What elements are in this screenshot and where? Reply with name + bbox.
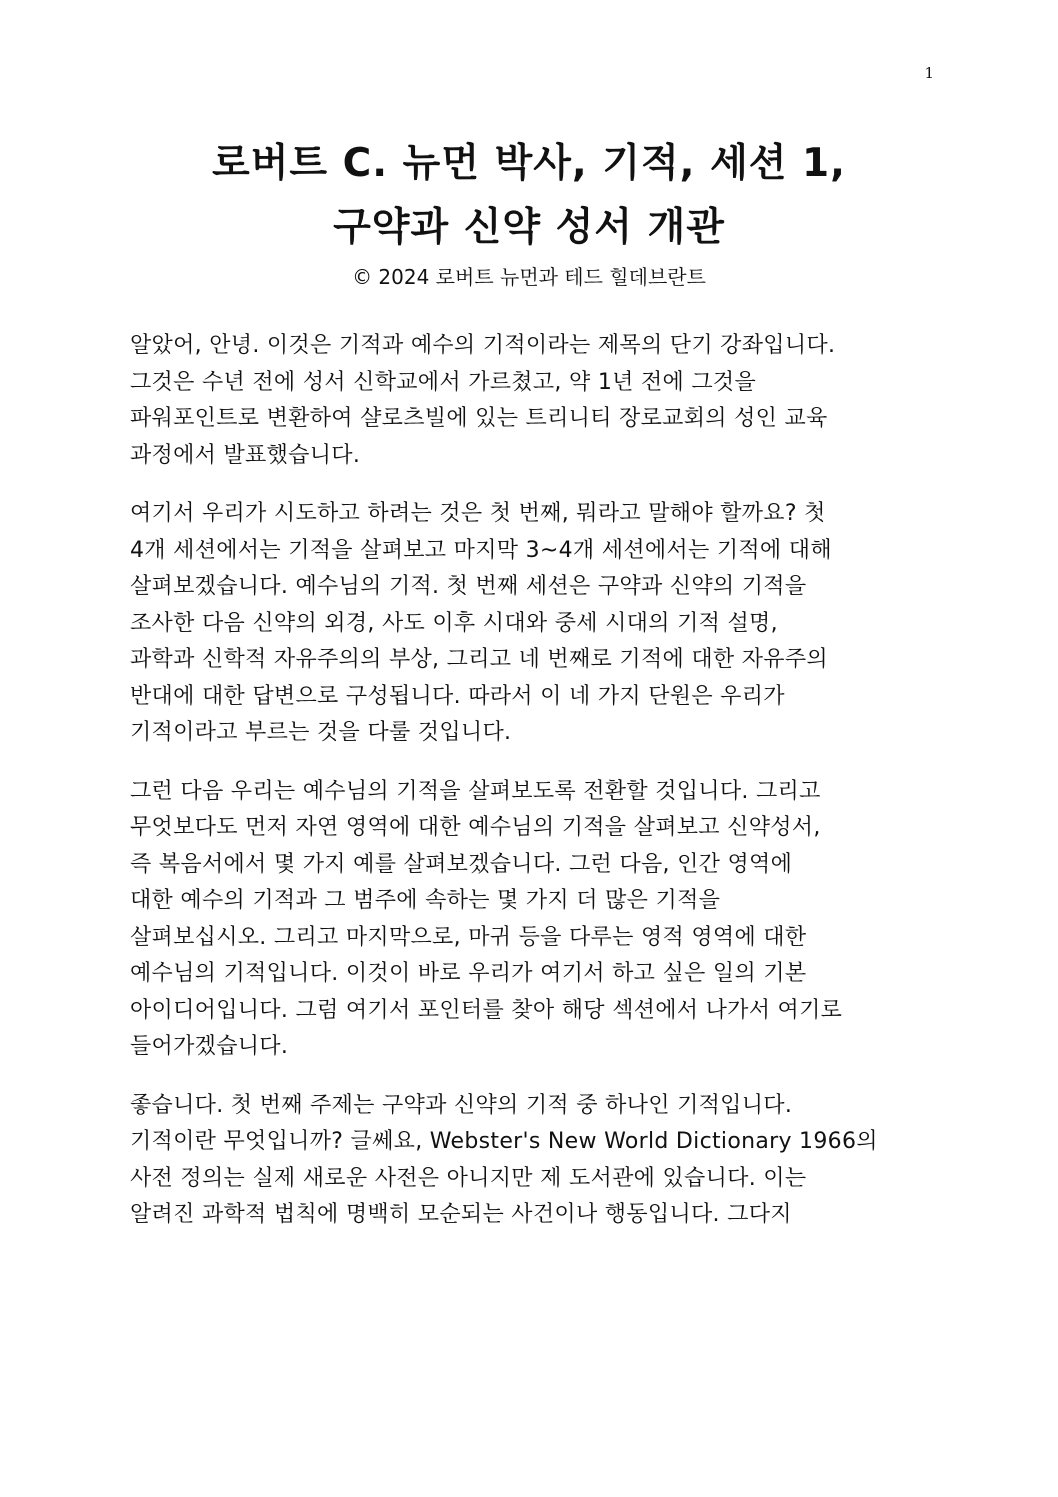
paragraph bbox=[130, 774, 940, 1066]
text-line: 반대에 대한 답변으로 구성됩니다. 따라서 이 네 가지 단원은 우리가 bbox=[130, 683, 785, 709]
text-line: 파워포인트로 변환하여 샬로츠빌에 있는 트리니티 장로교회의 성인 교육 bbox=[130, 406, 828, 431]
text-line: 아이디어입니다. 그럼 여기서 포인터를 찾아 해당 섹션에서 나가서 여기로 bbox=[130, 997, 843, 1023]
text-line: 과학과 신학적 자유주의의 부상, 그리고 네 번째로 기적에 대한 자유주의 bbox=[130, 647, 828, 672]
title-line: 로버트 C. 뉴먼 박사, 기적, 세션 1, bbox=[212, 141, 846, 186]
text-line: 사전 정의는 실제 새로운 사전은 아니지만 제 도서관에 있습니다. 이는 bbox=[130, 1165, 807, 1191]
text-line: 그것은 수년 전에 성서 신학교에서 가르쳤고, 약 1년 전에 그것을 bbox=[130, 369, 757, 395]
text-line: 여기서 우리가 시도하고 하려는 것은 첫 번째, 뭐라고 말해야 할까요? 첫 bbox=[130, 501, 826, 526]
copyright-notice: © 2024 로버트 뉴먼과 테드 힐데브란트 bbox=[352, 265, 706, 289]
text-line: 4개 세션에서는 기적을 살펴보고 마지막 3~4개 세션에서는 기적에 대해 bbox=[130, 537, 832, 563]
text-line: 과정에서 발표했습니다. bbox=[130, 442, 361, 468]
text-line: 그런 다음 우리는 예수님의 기적을 살펴보도록 전환할 것입니다. 그리고 bbox=[130, 778, 821, 804]
text-line: 즉 복음서에서 몇 가지 예를 살펴보겠습니다. 그런 다음, 인간 영역에 bbox=[130, 851, 793, 877]
text-line: 무엇보다도 먼저 자연 영역에 대한 예수님의 기적을 살펴보고 신약성서, bbox=[130, 815, 821, 840]
title-line: 구약과 신약 성서 개관 bbox=[333, 205, 725, 250]
document-body bbox=[130, 328, 940, 1256]
paragraph bbox=[130, 496, 940, 752]
text-line: 좋습니다. 첫 번째 주제는 구약과 신약의 기적 중 하나인 기적입니다. bbox=[130, 1092, 793, 1118]
page-number: 1 bbox=[924, 64, 934, 82]
paragraph bbox=[130, 328, 940, 474]
text-line: 조사한 다음 신약의 외경, 사도 이후 시대와 중세 시대의 기적 설명, bbox=[130, 610, 778, 636]
paragraph bbox=[130, 1088, 940, 1234]
text-line: 대한 예수의 기적과 그 범주에 속하는 몇 가지 더 많은 기적을 bbox=[130, 888, 721, 913]
text-line: 기적이란 무엇입니까? 글쎄요, Webster's New World Dictionary 1966의 bbox=[130, 1129, 878, 1154]
text-line: 살펴보겠습니다. 예수님의 기적. 첫 번째 세션은 구약과 신약의 기적을 bbox=[130, 574, 807, 599]
document-title bbox=[90, 132, 968, 260]
text-line: 알려진 과학적 법칙에 명백히 모순되는 사건이나 행동입니다. 그다지 bbox=[130, 1202, 792, 1227]
text-line: 알았어, 안녕. 이것은 기적과 예수의 기적이라는 제목의 단기 강좌입니다. bbox=[130, 333, 836, 358]
text-line: 예수님의 기적입니다. 이것이 바로 우리가 여기서 하고 싶은 일의 기본 bbox=[130, 961, 807, 986]
text-line: 살펴보십시오. 그리고 마지막으로, 마귀 등을 다루는 영적 영역에 대한 bbox=[130, 924, 807, 950]
text-line: 들어가겠습니다. bbox=[130, 1034, 289, 1059]
text-line: 기적이라고 부르는 것을 다룰 것입니다. bbox=[130, 720, 512, 745]
